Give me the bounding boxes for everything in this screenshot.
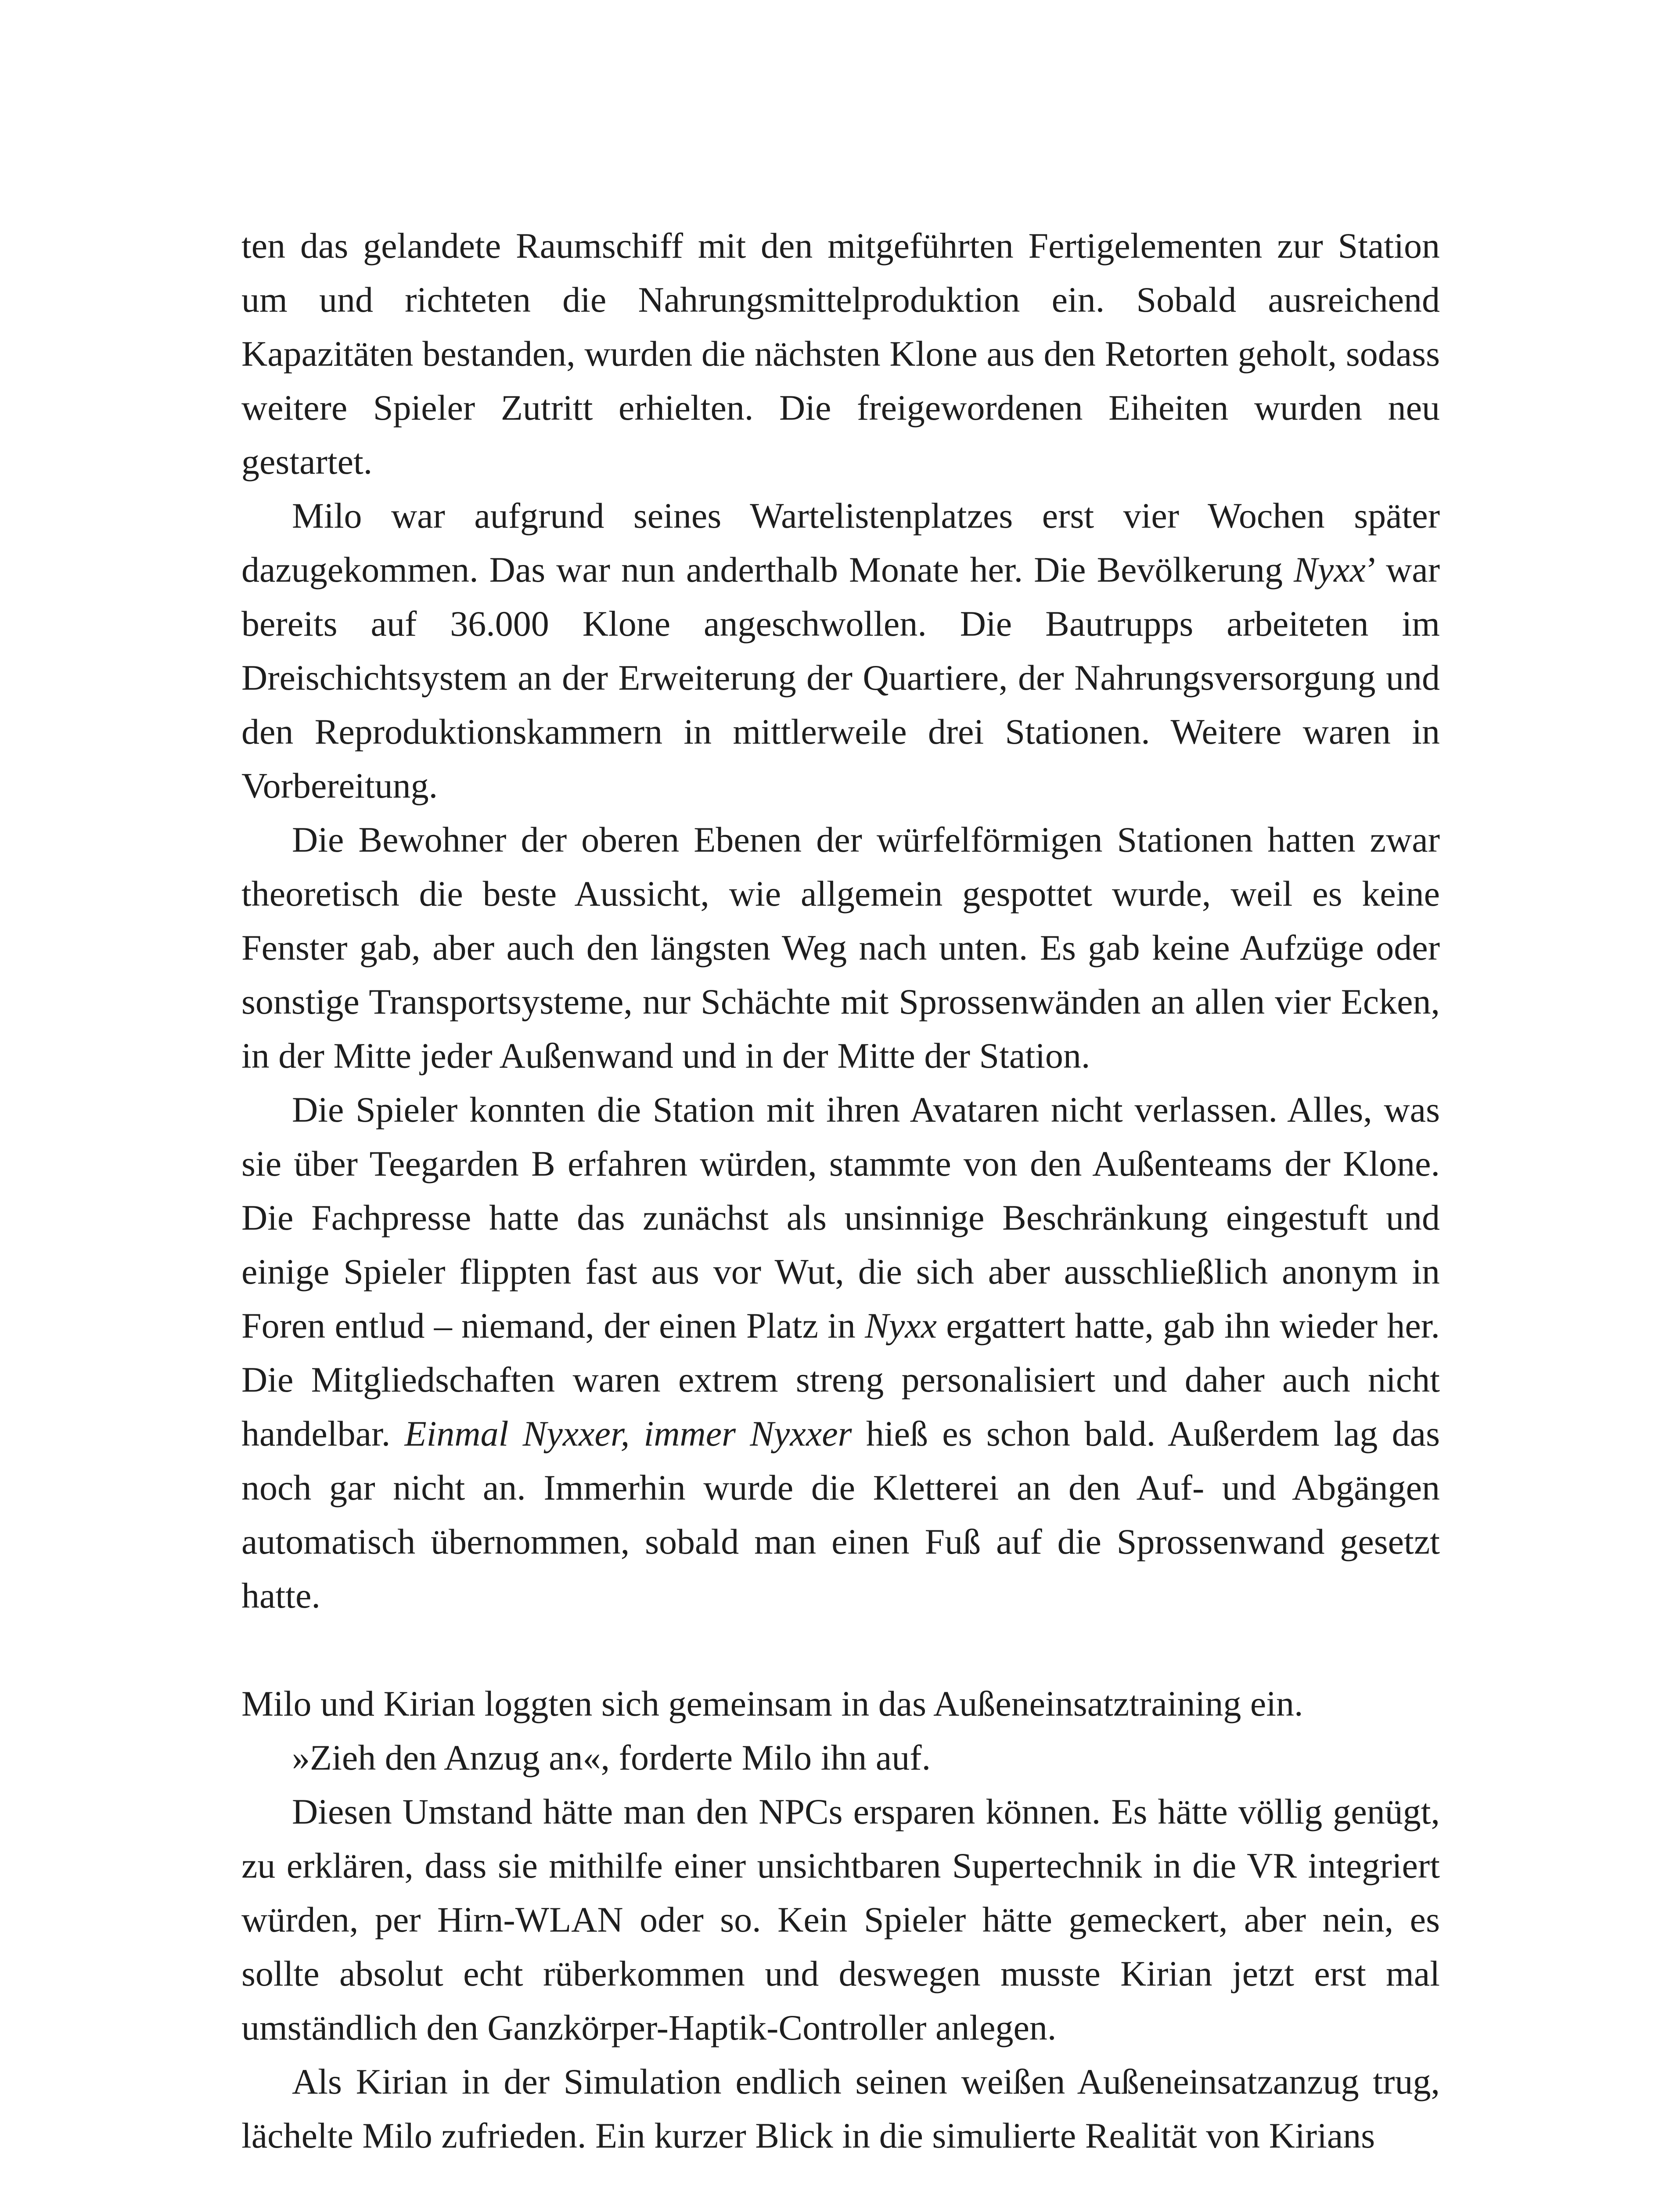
paragraph [241,489,1440,813]
section-break [241,1623,1440,1677]
italic-phrase: Einmal Nyxxer, immer Nyxxer [404,1414,852,1454]
text-block-1 [241,219,1440,1623]
paragraph-text: Milo war aufgrund seines Wartelistenplatzes erst vier Wochen später dazugekommen. Das war nun anderthalb Monate her. Die Bevölkerung [241,496,1440,590]
paragraph-text: Diesen Umstand hätte man den NPCs ersparen können. Es hätte völlig genügt, zu erklären, dass sie mithilfe einer unsichtbaren Supertechnik in die VR integriert würden, per Hirn-WLAN oder so. Kein Spieler hätte gemeckert, aber nein, es sollte absolut echt rüberkommen und deswegen musste Kirian jetzt erst mal umständlich den Ganzkörper-Haptik-Controller anlegen. [241,1792,1440,2047]
italic-title: Nyxx [1294,550,1366,590]
paragraph-text: ’ war bereits auf 36.000 Klone angeschwollen. Die Bautrupps arbeiteten im Dreischichtsystem an der Erweiterung der Quartiere, der Nahrungsversorgung und den Reproduktionskammern in mittlerweile drei Stationen. Weitere waren in Vorbereitung. [241,550,1440,806]
paragraph-text: hieß es schon bald. Außerdem lag das noch gar nicht an. Immerhin wurde die Kletterei an den Auf- und Abgängen automatisch übernommen, sobald man einen Fuß auf die Sprossenwand gesetzt hatte. [241,1414,1440,1616]
paragraph [241,2055,1440,2163]
paragraph-text: Milo und Kirian loggten sich gemeinsam in das Außeneinsatztraining ein. [241,1684,1303,1724]
dialogue-paragraph [241,1731,1440,1785]
text-block-2 [241,1677,1440,2163]
paragraph [241,1083,1440,1623]
paragraph-text: Die Spieler konnten die Station mit ihren Avataren nicht verlassen. Alles, was sie über Teegarden B erfahren würden, stammte von den Außenteams der Klone. Die Fachpresse hatte das zunächst als unsinnige Beschränkung eingestuft und einige Spieler flippten fast aus vor Wut, die sich aber ausschließlich anonym in Foren entlud – niemand, der einen Platz in [241,1090,1440,1346]
paragraph-text: Die Bewohner der oberen Ebenen der würfelförmigen Stationen hatten zwar theoretisch die beste Aussicht, wie allgemein gespottet wurde, weil es keine Fenster gab, aber auch den längsten Weg nach unten. Es gab keine Aufzüge oder sonstige Transportsysteme, nur Schächte mit Sprossenwänden an allen vier Ecken, in der Mitte jeder Außenwand und in der Mitte der Station. [241,820,1440,1076]
paragraph-text: Als Kirian in der Simulation endlich seinen weißen Außeneinsatzanzug trug, lächelte Milo zufrieden. Ein kurzer Blick in die simulierte Realität von Kirians [241,2062,1440,2155]
page-body [241,219,1440,2163]
paragraph-text: ergattert hatte, gab ihn wieder her. Die Mitgliedschaften waren extrem streng personalisiert und daher auch nicht handelbar. [241,1306,1440,1454]
paragraph [241,1677,1440,1731]
paragraph [241,1785,1440,2055]
paragraph-text: »Zieh den Anzug an«, forderte Milo ihn auf. [292,1738,931,1778]
paragraph [241,219,1440,489]
paragraph [241,813,1440,1083]
italic-title: Nyxx [865,1306,937,1346]
paragraph-text: ten das gelandete Raumschiff mit den mitgeführten Fertigelementen zur Station um und richteten die Nahrungsmittelproduktion ein. Sobald ausreichend Kapazitäten bestanden, wurden die nächsten Klone aus den Retorten geholt, sodass weitere Spieler Zutritt erhielten. Die freigewordenen Eiheiten wurden neu gestartet. [241,226,1440,482]
